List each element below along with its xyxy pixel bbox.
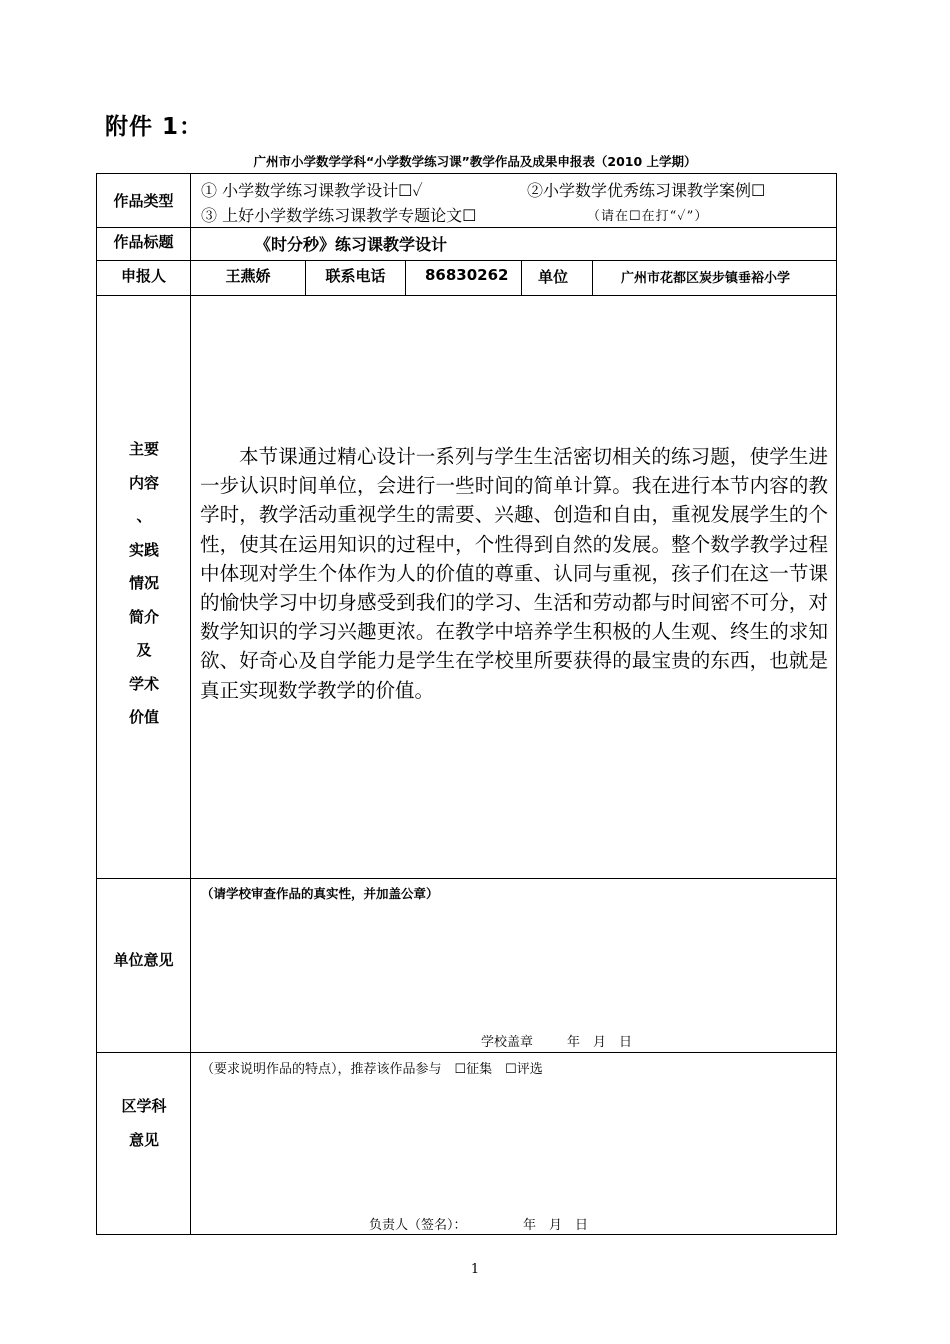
district-opinion-note: （要求说明作品的特点），推荐该作品参与 ☐征集 ☐评选 bbox=[201, 1062, 543, 1077]
summary-label-line: 情况 bbox=[128, 574, 159, 592]
responsible-signature-label: 负责人（签名）： bbox=[369, 1218, 467, 1233]
district-opinion-label-line: 区学科 bbox=[121, 1097, 167, 1115]
work-type-instruction: （请在☐在打“✓”） bbox=[587, 209, 709, 224]
district-opinion-label bbox=[97, 1090, 191, 1157]
row-divider bbox=[97, 295, 836, 296]
school-stamp-label: 学校盖章 bbox=[481, 1035, 534, 1050]
work-type-option-paper[interactable]: ③ 上好小学数学练习课教学专题论文☐ bbox=[201, 206, 477, 225]
summary-label-line: 及 bbox=[136, 641, 152, 659]
row-divider bbox=[97, 878, 836, 879]
unit-opinion-label: 单位意见 bbox=[113, 950, 174, 969]
district-opinion-date: 年 月 日 bbox=[523, 1218, 589, 1233]
work-type-label: 作品类型 bbox=[113, 192, 174, 210]
row-divider bbox=[97, 227, 836, 228]
summary-label-line: 学术 bbox=[128, 674, 159, 693]
work-type-option-case[interactable]: ②小学数学优秀练习课教学案例☐ bbox=[527, 181, 766, 200]
unit-value: 广州市花都区炭步镇垂裕小学 bbox=[621, 271, 791, 286]
unit-label: 单位 bbox=[538, 268, 569, 286]
column-divider bbox=[405, 260, 406, 295]
summary-text: 本节课通过精心设计一系列与学生生活密切相关的练习题，使学生进一步认识时间单位，会进行一些时间的简单计算。我在进行本节内容的教学时，教学活动重视学生的需要、兴趣、创造和自由，重视发展学生的个性，使其在运用知识的过程中，个性得到自然的发展。整个数学教学过程中体现对学生个体作为人的价值的尊重、认同与重视，孩子们在这一节课的愉快学习中切身感受到我们的学习、生活和劳动都与时间密不可分，对数学知识的学习兴趣更浓。在教学中培养学生积极的人生观、终生的求知欲、好奇心及自学能力是学生在学校里所要获得的最宝贵的东西，也就是真正实现数学教学的价值。 bbox=[200, 445, 828, 702]
column-divider bbox=[592, 260, 593, 295]
unit-opinion-note: （请学校审查作品的真实性，并加盖公章） bbox=[201, 886, 439, 901]
work-title-value: 《时分秒》练习课教学设计 bbox=[255, 235, 448, 254]
summary-label bbox=[97, 433, 191, 735]
summary-label-line: 内容 bbox=[128, 473, 159, 492]
phone-value: 86830262 bbox=[425, 266, 509, 284]
unit-opinion-date: 年 月 日 bbox=[567, 1035, 633, 1050]
summary-label-line: 价值 bbox=[128, 708, 159, 726]
applicant-label: 申报人 bbox=[120, 266, 166, 285]
applicant-name: 王燕娇 bbox=[225, 266, 271, 285]
work-title-label: 作品标题 bbox=[113, 232, 174, 251]
row-divider bbox=[97, 1052, 836, 1053]
column-divider bbox=[521, 260, 522, 295]
summary-label-line: 简介 bbox=[128, 607, 159, 626]
summary-label-line: 主要 bbox=[128, 440, 159, 458]
district-opinion-label-line: 意见 bbox=[128, 1130, 159, 1149]
form-title: 广州市小学数学学科“小学数学练习课”教学作品及成果申报表（2010 上学期） bbox=[253, 154, 697, 169]
phone-label: 联系电话 bbox=[325, 266, 386, 285]
attachment-label: 附件 1： bbox=[105, 114, 204, 140]
page-number: 1 bbox=[470, 1262, 480, 1277]
work-type-option-design[interactable]: ① 小学数学练习课教学设计☐✓ bbox=[201, 181, 423, 200]
summary-label-line: 、 bbox=[136, 507, 152, 525]
summary-label-line: 实践 bbox=[128, 540, 159, 559]
